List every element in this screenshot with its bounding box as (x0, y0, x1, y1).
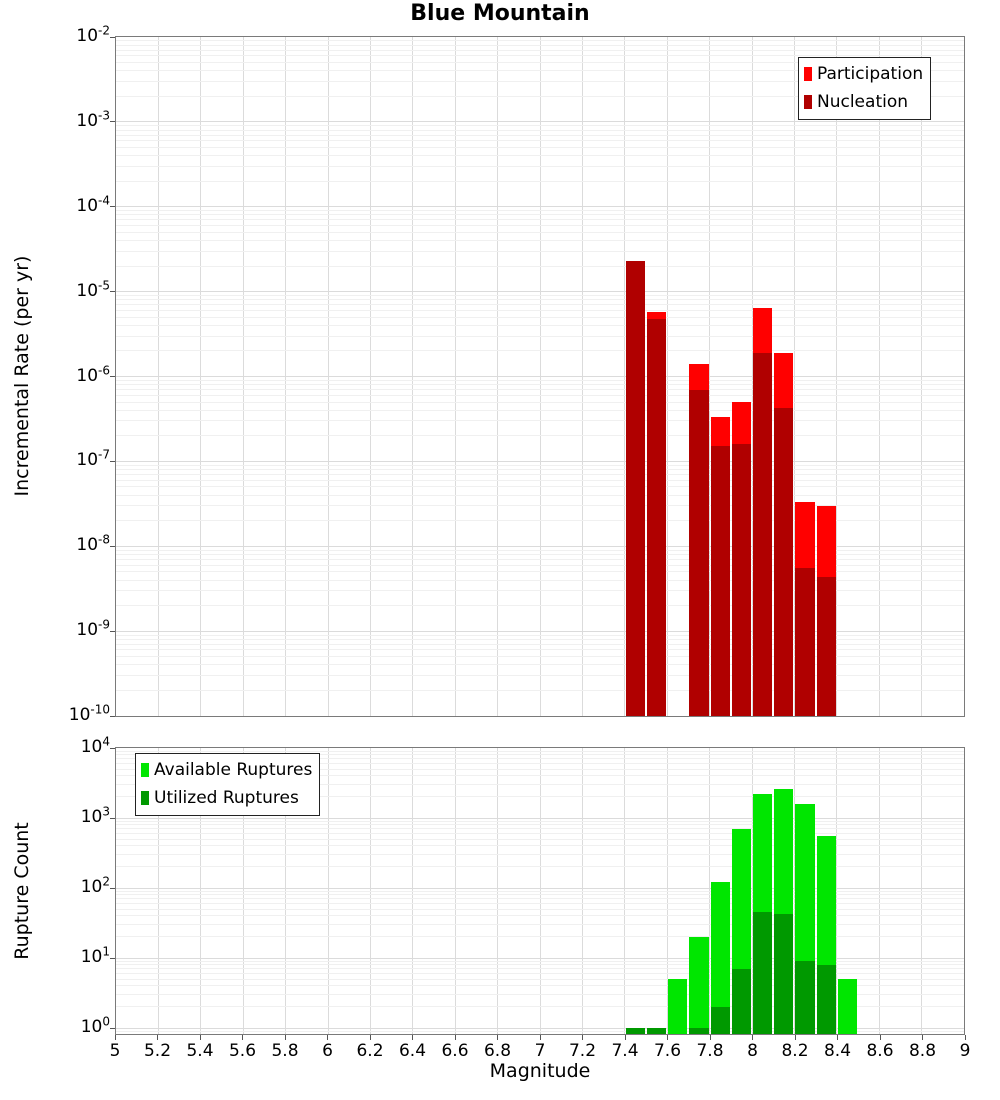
nucleation-bar (626, 261, 645, 716)
grid-line-minor (116, 166, 964, 167)
grid-line-minor (116, 505, 964, 506)
legend-label-available: Available Ruptures (154, 760, 313, 780)
grid-line-minor (116, 350, 964, 351)
y-tick-mark (110, 206, 115, 207)
grid-line-minor (116, 635, 964, 636)
grid-line-minor (116, 147, 964, 148)
grid-line-major (116, 631, 964, 632)
nucleation-bar (711, 446, 730, 716)
x-tick-mark (285, 1035, 286, 1040)
grid-line-minor (116, 130, 964, 131)
grid-line-minor (116, 469, 964, 470)
grid-line-minor (116, 961, 964, 962)
grid-line-minor (116, 402, 964, 403)
y-tick-mark (110, 818, 115, 819)
grid-line-minor (116, 690, 964, 691)
y-tick-mark (110, 376, 115, 377)
grid-line-minor (116, 590, 964, 591)
chart-title: Blue Mountain (410, 1, 590, 26)
x-tick-label: 6.2 (356, 1041, 384, 1061)
y-tick-label: $10^{-9}$ (76, 617, 110, 641)
grid-line-minor (116, 40, 964, 41)
grid-line-minor (116, 135, 964, 136)
grid-line-minor (116, 295, 964, 296)
x-tick-label: 5.2 (143, 1041, 172, 1061)
x-tick-label: 8.6 (866, 1041, 894, 1061)
y-tick-label: $10^{-7}$ (76, 447, 110, 471)
grid-line-minor (116, 181, 964, 182)
grid-line-minor (116, 395, 964, 396)
x-tick-label: 6 (322, 1041, 333, 1061)
grid-line-minor (116, 210, 964, 211)
grid-line-minor (116, 380, 964, 381)
y-tick-mark (110, 461, 115, 462)
grid-line-minor (116, 833, 964, 834)
grid-line-minor (116, 854, 964, 855)
grid-line-minor (116, 751, 964, 752)
nucleation-bar (774, 408, 793, 716)
x-tick-mark (625, 1035, 626, 1040)
grid-line-minor (116, 866, 964, 867)
y-tick-label: $10^{-3}$ (76, 108, 110, 132)
x-tick-mark (412, 1035, 413, 1040)
x-tick-label: 8.8 (908, 1041, 937, 1061)
legend-item-participation (804, 60, 923, 88)
grid-line-minor (116, 845, 964, 846)
y-tick-label: $10^{-4}$ (76, 193, 110, 216)
grid-line-minor (116, 909, 964, 910)
grid-line-minor (116, 821, 964, 822)
y-tick-label: $10^4$ (80, 734, 110, 758)
y-tick-mark (110, 37, 115, 38)
x-tick-label: 7 (534, 1041, 546, 1061)
utilized-bar (626, 1028, 645, 1034)
count-y-axis-label: Rupture Count (11, 822, 33, 960)
grid-line-minor (116, 979, 964, 980)
participation-swatch-icon (804, 67, 812, 81)
grid-line-minor (116, 480, 964, 481)
grid-line-minor (116, 214, 964, 215)
x-tick-label: 6.4 (398, 1041, 427, 1061)
legend-item-utilized (141, 784, 312, 812)
grid-line-minor (116, 898, 964, 899)
grid-line-minor (116, 649, 964, 650)
grid-line-minor (116, 317, 964, 318)
grid-line-minor (116, 310, 964, 311)
utilized-bar (774, 914, 793, 1034)
grid-line-minor (116, 571, 964, 572)
grid-line-minor (116, 1006, 964, 1007)
x-tick-label: 5.4 (186, 1041, 214, 1061)
utilized-bar (689, 1028, 708, 1034)
available-bar (689, 937, 708, 1034)
grid-line-minor (116, 968, 964, 969)
grid-line-minor (116, 219, 964, 220)
x-tick-mark (455, 1035, 456, 1040)
grid-line-minor (116, 675, 964, 676)
grid-line-minor (116, 435, 964, 436)
y-tick-mark (110, 546, 115, 547)
x-tick-mark (582, 1035, 583, 1040)
y-tick-label: $10^{-10}$ (68, 702, 110, 726)
nucleation-bar (647, 319, 666, 716)
grid-line-minor (116, 664, 964, 665)
grid-line-minor (116, 894, 964, 895)
x-tick-mark (242, 1035, 243, 1040)
x-tick-label: 5 (109, 1041, 121, 1061)
legend-item-nucleation (804, 88, 923, 116)
grid-line-minor (116, 486, 964, 487)
grid-line-minor (116, 828, 964, 829)
grid-line-minor (116, 232, 964, 233)
utilized-bar (732, 969, 751, 1034)
x-tick-mark (880, 1035, 881, 1040)
x-tick-label: 6.6 (441, 1041, 469, 1061)
x-tick-mark (115, 1035, 116, 1040)
grid-line-major (116, 121, 964, 122)
grid-line-minor (116, 410, 964, 411)
grid-line-minor (116, 550, 964, 551)
nucleation-bar (732, 444, 751, 716)
grid-line-minor (116, 580, 964, 581)
grid-line-minor (116, 824, 964, 825)
grid-line-minor (116, 656, 964, 657)
legend-label-utilized: Utilized Ruptures (154, 788, 299, 808)
grid-line-minor (116, 973, 964, 974)
x-axis-label: Magnitude (489, 1060, 591, 1082)
nucleation-bar (753, 353, 772, 716)
rate-legend (798, 57, 931, 120)
grid-line-minor (116, 605, 964, 606)
grid-line-minor (116, 474, 964, 475)
x-tick-mark (370, 1035, 371, 1040)
grid-line-minor (116, 240, 964, 241)
x-tick-mark (667, 1035, 668, 1040)
legend-label-nucleation: Nucleation (817, 92, 909, 112)
x-tick-label: 8 (747, 1041, 758, 1061)
grid-line-minor (116, 225, 964, 226)
x-tick-label: 9 (959, 1041, 971, 1061)
utilized-ruptures-swatch-icon (141, 791, 149, 805)
x-tick-mark (497, 1035, 498, 1040)
x-tick-label: 6.8 (483, 1041, 512, 1061)
available-ruptures-swatch-icon (141, 763, 149, 777)
grid-line-minor (116, 565, 964, 566)
utilized-bar (795, 961, 814, 1034)
grid-line-minor (116, 1031, 964, 1032)
grid-line-minor (116, 336, 964, 337)
x-tick-label: 7.4 (611, 1041, 639, 1061)
x-tick-mark (327, 1035, 328, 1040)
y-tick-label: $10^1$ (80, 944, 110, 968)
y-tick-label: $10^{-2}$ (76, 23, 110, 47)
grid-line-minor (116, 140, 964, 141)
grid-line-major (116, 206, 964, 207)
grid-line-minor (116, 994, 964, 995)
x-tick-mark (837, 1035, 838, 1040)
grid-line-minor (116, 389, 964, 390)
x-tick-label: 7.2 (568, 1041, 597, 1061)
grid-line-minor (116, 420, 964, 421)
x-tick-label: 8.2 (781, 1041, 809, 1061)
x-tick-mark (922, 1035, 923, 1040)
grid-line-major (116, 376, 964, 377)
grid-line-major (116, 546, 964, 547)
grid-line-minor (116, 299, 964, 300)
x-tick-mark (157, 1035, 158, 1040)
nucleation-bar (817, 577, 836, 716)
grid-line-minor (116, 495, 964, 496)
grid-line-major (116, 461, 964, 462)
grid-line-minor (116, 964, 964, 965)
grid-line-minor (116, 50, 964, 51)
y-tick-mark (110, 888, 115, 889)
grid-line-minor (116, 903, 964, 904)
grid-line-minor (116, 304, 964, 305)
rate-y-axis-label: Incremental Rate (per yr) (11, 255, 33, 497)
y-tick-label: $10^{-6}$ (76, 363, 110, 386)
grid-line-minor (116, 554, 964, 555)
grid-line-minor (116, 266, 964, 267)
y-tick-label: $10^0$ (80, 1014, 110, 1038)
grid-line-major (116, 888, 964, 889)
x-tick-mark (710, 1035, 711, 1040)
grid-line-minor (116, 45, 964, 46)
grid-line-minor (116, 644, 964, 645)
grid-line-minor (116, 251, 964, 252)
utilized-bar (753, 912, 772, 1034)
x-tick-mark (200, 1035, 201, 1040)
grid-line-minor (116, 639, 964, 640)
utilized-bar (647, 1028, 666, 1034)
x-tick-mark (965, 1035, 966, 1040)
count-legend (135, 753, 320, 816)
y-tick-label: $10^2$ (80, 874, 110, 898)
grid-line-major (116, 818, 964, 819)
grid-line-minor (116, 325, 964, 326)
grid-line-minor (116, 384, 964, 385)
grid-line-minor (116, 891, 964, 892)
x-tick-label: 7.6 (653, 1041, 682, 1061)
y-tick-mark (110, 291, 115, 292)
y-tick-label: $10^{-5}$ (76, 278, 110, 301)
available-bar (838, 979, 857, 1034)
nucleation-bar (795, 568, 814, 716)
utilized-bar (711, 1007, 730, 1034)
nucleation-bar (689, 390, 708, 716)
grid-line-minor (116, 155, 964, 156)
grid-line-major (116, 1028, 964, 1029)
available-bar (668, 979, 687, 1034)
grid-line-minor (116, 465, 964, 466)
grid-line-minor (116, 924, 964, 925)
x-tick-label: 5.6 (228, 1041, 257, 1061)
grid-line-minor (116, 559, 964, 560)
grid-line-minor (116, 985, 964, 986)
y-tick-mark (110, 121, 115, 122)
y-tick-mark (110, 716, 115, 717)
grid-line-minor (116, 839, 964, 840)
x-tick-label: 7.8 (696, 1041, 724, 1061)
grid-line-major (116, 958, 964, 959)
grid-line-minor (116, 936, 964, 937)
y-tick-label: $10^{-8}$ (76, 532, 110, 556)
grid-line-minor (116, 520, 964, 521)
y-tick-mark (110, 631, 115, 632)
x-tick-mark (540, 1035, 541, 1040)
x-tick-mark (752, 1035, 753, 1040)
legend-label-participation: Participation (817, 64, 924, 84)
grid-line-minor (116, 125, 964, 126)
y-tick-mark (110, 958, 115, 959)
x-tick-label: 8.4 (823, 1041, 852, 1061)
y-tick-label: $10^3$ (80, 804, 110, 828)
nucleation-swatch-icon (804, 95, 812, 109)
grid-line-minor (116, 915, 964, 916)
y-tick-mark (110, 1028, 115, 1029)
y-tick-mark (110, 748, 115, 749)
grid-line-major (116, 291, 964, 292)
utilized-bar (817, 965, 836, 1034)
x-tick-mark (795, 1035, 796, 1040)
rate-plot-area (115, 36, 965, 717)
x-tick-label: 5.8 (271, 1041, 299, 1061)
legend-item-available (141, 756, 312, 784)
